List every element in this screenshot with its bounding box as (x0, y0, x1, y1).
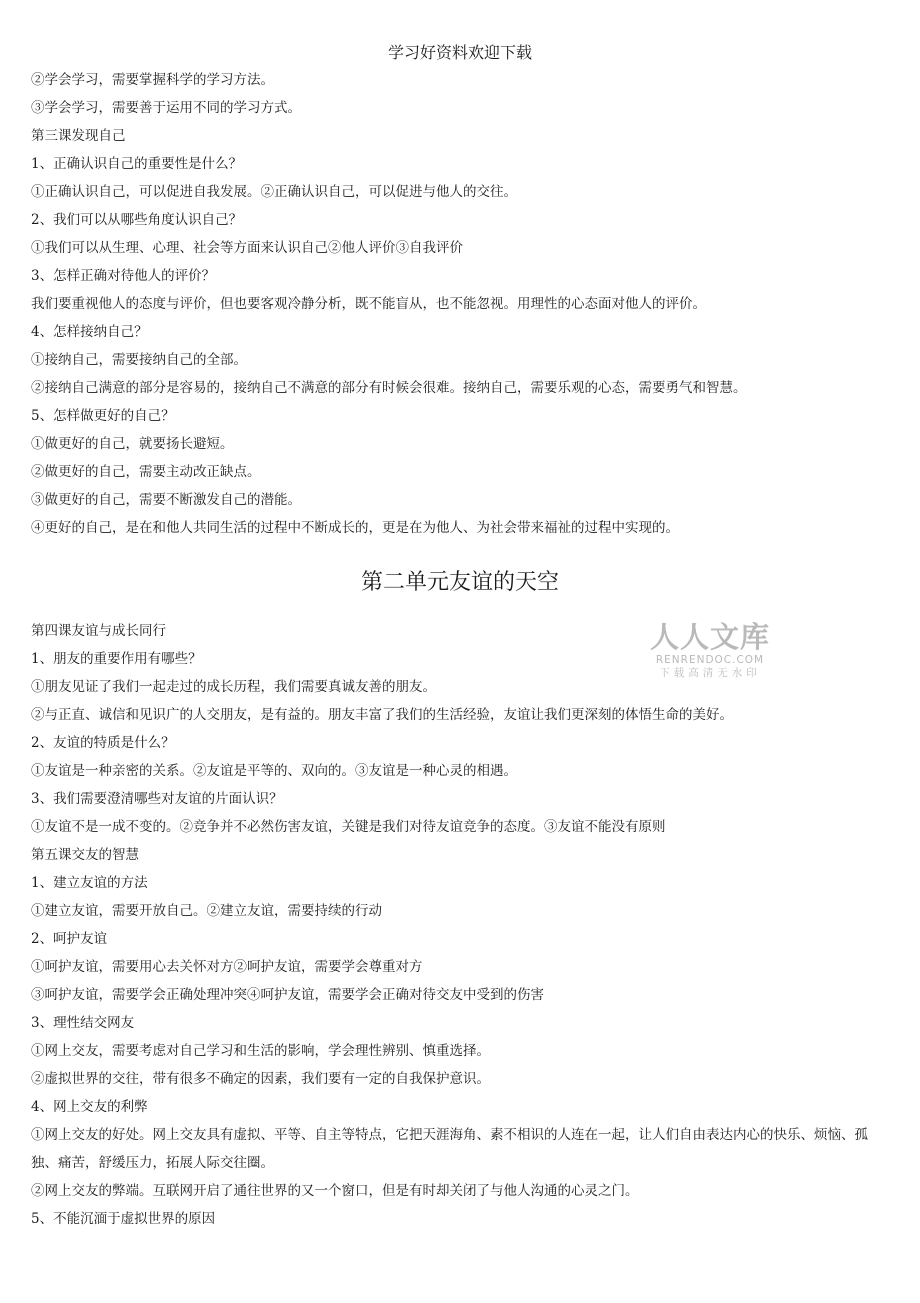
text-line: ①网上交友，需要考虑对自己学习和生活的影响，学会理性辨别、慎重选择。 (31, 1043, 490, 1059)
text-line: ①建立友谊，需要开放自己。②建立友谊，需要持续的行动 (31, 903, 382, 919)
watermark-url: RENRENDOC.COM (655, 654, 765, 666)
question-heading: 3、我们需要澄清哪些对友谊的片面认识？ (31, 791, 283, 807)
text-line: ②学会学习，需要掌握科学的学习方法。 (31, 72, 274, 88)
text-line: ②虚拟世界的交往，带有很多不确定的因素，我们要有一定的自我保护意识。 (31, 1071, 490, 1087)
text-line: ③呵护友谊，需要学会正确处理冲突④呵护友谊，需要学会正确对待交友中受到的伤害 (31, 987, 544, 1003)
text-line: ①我们可以从生理、心理、社会等方面来认识自己②他人评价③自我评价 (31, 240, 463, 256)
lesson-heading: 第三课发现自己 (31, 128, 126, 144)
lesson-heading: 第五课交友的智慧 (31, 847, 139, 863)
text-line: ②与正直、诚信和见识广的人交朋友，是有益的。朋友丰富了我们的生活经验，友谊让我们更深刻的体悟生命的美好。 (31, 707, 733, 723)
section-unit2-content (31, 621, 891, 1237)
question-heading: 2、友谊的特质是什么？ (31, 735, 175, 751)
page-header: 学习好资料欢迎下载 (387, 43, 532, 62)
question-heading: 1、朋友的重要作用有哪些？ (31, 651, 202, 667)
unit-title: 第二单元友谊的天空 (360, 570, 559, 595)
question-heading: 4、网上交友的利弊 (31, 1099, 148, 1115)
lesson-heading: 第四课友谊与成长同行 (31, 623, 166, 639)
section-unit1-content (31, 70, 891, 546)
text-line: ①友谊是一种亲密的关系。②友谊是平等的、双向的。③友谊是一种心灵的相遇。 (31, 763, 517, 779)
text-line: ①接纳自己，需要接纳自己的全部。 (31, 352, 247, 368)
text-paragraph: ①网上交友的好处。网上交友具有虚拟、平等、自主等特点，它把天涯海角、素不相识的人连在一起，让人们自由表达内心的快乐、烦恼、孤独、痛苦，舒缓压力，拓展人际交往圈。 (31, 1127, 868, 1171)
question-heading: 5、不能沉湎于虚拟世界的原因 (31, 1211, 216, 1227)
question-heading: 2、我们可以从哪些角度认识自己？ (31, 212, 243, 228)
text-line: ①做更好的自己，就要扬长避短。 (31, 436, 234, 452)
question-heading: 3、理性结交网友 (31, 1015, 135, 1031)
question-heading: 3、怎样正确对待他人的评价？ (31, 268, 216, 284)
text-line: ①友谊不是一成不变的。②竞争并不必然伤害友谊，关键是我们对待友谊竞争的态度。③友谊不能没有原则 (31, 819, 666, 835)
text-line: ①正确认识自己，可以促进自我发展。②正确认识自己，可以促进与他人的交往。 (31, 184, 517, 200)
text-line: ①呵护友谊，需要用心去关怀对方②呵护友谊，需要学会尊重对方 (31, 959, 423, 975)
text-line: 我们要重视他人的态度与评价，但也要客观冷静分析，既不能盲从，也不能忽视。用理性的心态面对他人的评价。 (31, 296, 706, 312)
text-line: ①朋友见证了我们一起走过的成长历程，我们需要真诚友善的朋友。 (31, 679, 436, 695)
question-heading: 2、呵护友谊 (31, 931, 108, 947)
text-line: ③做更好的自己，需要不断激发自己的潜能。 (31, 492, 301, 508)
text-line: ④更好的自己，是在和他人共同生活的过程中不断成长的，更是在为他人、为社会带来福祉的过程中实现的。 (31, 520, 679, 536)
text-line: ②做更好的自己，需要主动改正缺点。 (31, 464, 261, 480)
text-line: ②网上交友的弊端。互联网开启了通往世界的又一个窗口，但是有时却关闭了与他人沟通的心灵之门。 (31, 1183, 639, 1199)
question-heading: 4、怎样接纳自己？ (31, 324, 148, 340)
text-line: ③学会学习，需要善于运用不同的学习方式。 (31, 100, 301, 116)
question-heading: 5、怎样做更好的自己？ (31, 408, 175, 424)
watermark-tagline: 下载高清无水印 (659, 667, 761, 679)
question-heading: 1、正确认识自己的重要性是什么？ (31, 156, 243, 172)
text-line: ②接纳自己满意的部分是容易的，接纳自己不满意的部分有时候会很难。接纳自己，需要乐观的心态，需要勇气和智慧。 (31, 380, 747, 396)
question-heading: 1、建立友谊的方法 (31, 875, 148, 891)
watermark-main-text: 人人文库 (649, 620, 770, 654)
